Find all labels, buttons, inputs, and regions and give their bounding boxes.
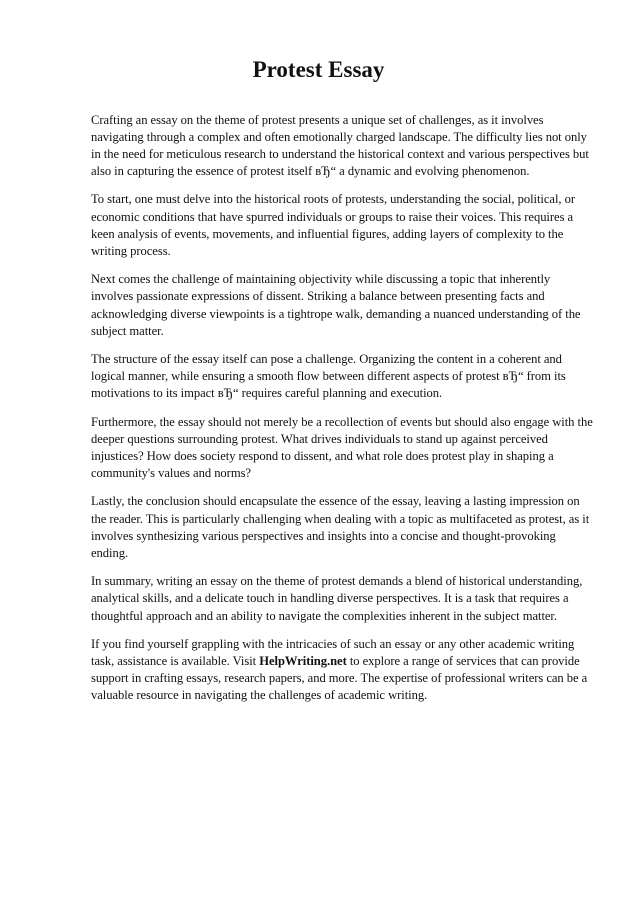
paragraph-deeper-questions: Furthermore, the essay should not merely be a recollection of events but should also engage with the deeper questions surrounding protest. What drives individuals to stand up against perceived injustices? How does society respond to dissent, and what role does protest play in shaping a community's values and norms? [91,414,593,481]
paragraph-conclusion: Lastly, the conclusion should encapsulate the essence of the essay, leaving a lasting impression on the reader. This is particularly challenging when dealing with a topic as multifaceted as protest, as it involves synthesizing various perspectives and insights into a concise and thought-provoking ending. [91,494,590,561]
helpwriting-link[interactable]: HelpWriting.net [259,654,347,669]
page-title: Protest Essay [252,57,385,82]
paragraph-structure: The structure of the essay itself can pose a challenge. Organizing the content in a coherent and logical manner, while ensuring a smooth flow between different aspects of protest вЂ“ from its motivations to its impact вЂ“ requires careful planning and execution. [91,352,566,401]
paragraph-closing [91,636,594,705]
paragraph-summary: In summary, writing an essay on the theme of protest demands a blend of historical understanding, analytical skills, and a delicate touch in handling diverse perspectives. It is a task that requires a thoughtful approach and an ability to navigate the complexities inherent in the subject matter. [91,574,583,623]
paragraph-intro: Crafting an essay on the theme of protest presents a unique set of challenges, as it involves navigating through a complex and often emotionally charged landscape. The difficulty lies not only in the need for meticulous research to understand the historical context and various perspectives but also in capturing the essence of protest itself вЂ“ a dynamic and evolving phenomenon. [91,112,589,179]
paragraph-objectivity: Next comes the challenge of maintaining objectivity while discussing a topic that inherently involves passionate expressions of dissent. Striking a balance between presenting facts and acknowledging diverse viewpoints is a tightrope walk, demanding a nuanced understanding of the subject matter. [91,272,581,338]
closing-text-before: If you find yourself grappling with the intricacies of such an essay or any other academic writing task, assistance is available. Visit [91,636,575,669]
paragraph-historical-roots: To start, one must delve into the historical roots of protests, understanding the social, political, or economic conditions that have spurred individuals or groups to raise their voices. This requires a keen analysis of events, movements, and influential figures, adding layers of complexity to the writing process. [91,192,575,259]
closing-text-after: to explore a range of services that can provide support in crafting essays, research papers, and more. The expertise of professional writers can be a valuable resource in navigating the challenges of academic writing. [91,654,588,703]
